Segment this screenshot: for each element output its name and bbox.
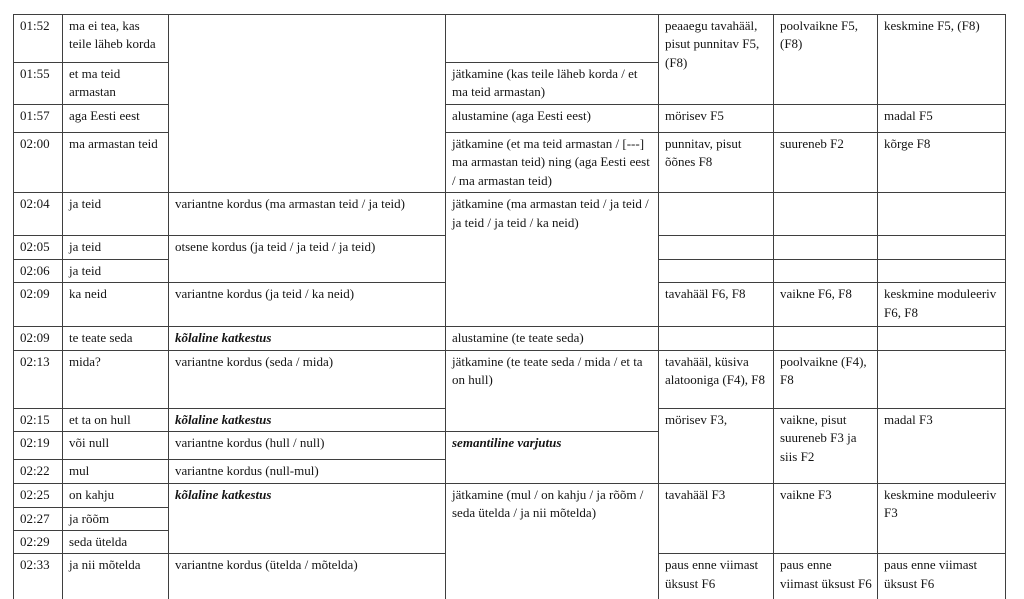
volume-cell: poolvaikne F5, (F8) [774, 15, 878, 105]
table-row [14, 327, 1006, 350]
empty-cell [878, 259, 1006, 282]
utterance-cell: ja teid [63, 193, 169, 236]
time-cell: 02:22 [14, 460, 63, 483]
utterance-cell: ka neid [63, 283, 169, 327]
sequencing-cell: alustamine (aga Eesti eest) [446, 104, 659, 132]
sequencing-cell: jätkamine (mul / on kahju / ja rõõm / seda ütelda / ja nii mõtelda) [446, 483, 659, 599]
empty-cell [878, 236, 1006, 259]
time-cell: 02:19 [14, 432, 63, 460]
sequencing-cell: jätkamine (ma armastan teid / ja teid / ja teid / ja teid / ka neid) [446, 193, 659, 327]
pitch-cell: paus enne viimast üksust F6 [878, 554, 1006, 599]
time-cell: 02:33 [14, 554, 63, 599]
voice-cell: tavahääl F3 [659, 483, 774, 554]
repetition-cell: variantne kordus (null-mul) [169, 460, 446, 483]
voice-cell: peaaegu tavahääl, pisut punnitav F5, (F8) [659, 15, 774, 105]
empty-cell [169, 15, 446, 193]
time-cell: 02:13 [14, 350, 63, 408]
table-row [14, 132, 1006, 192]
time-cell: 02:04 [14, 193, 63, 236]
sequencing-cell: semantiline varjutus [446, 432, 659, 483]
utterance-cell: mul [63, 460, 169, 483]
pitch-cell: keskmine moduleeriv F6, F8 [878, 283, 1006, 327]
pitch-cell: keskmine moduleeriv F3 [878, 483, 1006, 554]
table-row [14, 193, 1006, 236]
utterance-cell: ja rõõm [63, 507, 169, 530]
volume-cell: paus enne viimast üksust F6 [774, 554, 878, 599]
table-row [14, 483, 1006, 507]
volume-cell: poolvaikne (F4), F8 [774, 350, 878, 408]
repetition-cell: variantne kordus (ütelda / mõtelda) [169, 554, 446, 599]
table-row [14, 104, 1006, 132]
repetition-cell: variantne kordus (hull / null) [169, 432, 446, 460]
pitch-cell: keskmine F5, (F8) [878, 15, 1006, 105]
repetition-cell: kõlaline katkestus [169, 327, 446, 350]
time-cell: 02:06 [14, 259, 63, 282]
empty-cell [446, 15, 659, 63]
repetition-cell: variantne kordus (ma armastan teid / ja teid) [169, 193, 446, 236]
utterance-cell: et ma teid armastan [63, 63, 169, 105]
time-cell: 02:00 [14, 132, 63, 192]
time-cell: 01:52 [14, 15, 63, 63]
pitch-cell: kõrge F8 [878, 132, 1006, 192]
empty-cell [774, 104, 878, 132]
time-cell: 02:05 [14, 236, 63, 259]
sequencing-cell: jätkamine (kas teile läheb korda / et ma teid armastan) [446, 63, 659, 105]
volume-cell: suureneb F2 [774, 132, 878, 192]
empty-cell [774, 327, 878, 350]
empty-cell [659, 327, 774, 350]
repetition-cell: variantne kordus (seda / mida) [169, 350, 446, 408]
empty-cell [878, 193, 1006, 236]
utterance-cell: ja teid [63, 259, 169, 282]
utterance-cell: aga Eesti eest [63, 104, 169, 132]
utterance-cell: on kahju [63, 483, 169, 507]
voice-cell: paus enne viimast üksust F6 [659, 554, 774, 599]
empty-cell [659, 236, 774, 259]
time-cell: 01:57 [14, 104, 63, 132]
utterance-cell: te teate seda [63, 327, 169, 350]
empty-cell [878, 327, 1006, 350]
empty-cell [659, 259, 774, 282]
empty-cell [659, 193, 774, 236]
time-cell: 01:55 [14, 63, 63, 105]
voice-cell: tavahääl F6, F8 [659, 283, 774, 327]
time-cell: 02:29 [14, 530, 63, 553]
time-cell: 02:15 [14, 408, 63, 431]
voice-cell: punnitav, pisut õõnes F8 [659, 132, 774, 192]
table-row [14, 15, 1006, 63]
empty-cell [774, 259, 878, 282]
voice-cell: mörisev F3, [659, 408, 774, 483]
repetition-cell: otsene kordus (ja teid / ja teid / ja teid) [169, 236, 446, 283]
voice-cell: mörisev F5 [659, 104, 774, 132]
utterance-cell: ja teid [63, 236, 169, 259]
pitch-cell: madal F3 [878, 408, 1006, 483]
voice-cell: tavahääl, küsiva alatooniga (F4), F8 [659, 350, 774, 408]
sequencing-cell: jätkamine (te teate seda / mida / et ta on hull) [446, 350, 659, 431]
utterance-cell: ma armastan teid [63, 132, 169, 192]
repetition-cell: variantne kordus (ja teid / ka neid) [169, 283, 446, 327]
time-cell: 02:09 [14, 283, 63, 327]
utterance-cell: et ta on hull [63, 408, 169, 431]
time-cell: 02:27 [14, 507, 63, 530]
repetition-cell: kõlaline katkestus [169, 483, 446, 554]
time-cell: 02:09 [14, 327, 63, 350]
empty-cell [774, 236, 878, 259]
volume-cell: vaikne, pisut suureneb F3 ja siis F2 [774, 408, 878, 483]
repetition-cell: kõlaline katkestus [169, 408, 446, 431]
pitch-cell: madal F5 [878, 104, 1006, 132]
empty-cell [774, 193, 878, 236]
volume-cell: vaikne F6, F8 [774, 283, 878, 327]
utterance-cell: seda ütelda [63, 530, 169, 553]
volume-cell: vaikne F3 [774, 483, 878, 554]
empty-cell [878, 350, 1006, 408]
sequencing-cell: alustamine (te teate seda) [446, 327, 659, 350]
utterance-cell: või null [63, 432, 169, 460]
table-row [14, 350, 1006, 408]
analysis-table [13, 14, 1006, 599]
sequencing-cell: jätkamine (et ma teid armastan / [---] ma armastan teid) ning (aga Eesti eest / ma armastan teid) [446, 132, 659, 192]
utterance-cell: mida? [63, 350, 169, 408]
utterance-cell: ma ei tea, kas teile läheb korda [63, 15, 169, 63]
time-cell: 02:25 [14, 483, 63, 507]
utterance-cell: ja nii mõtelda [63, 554, 169, 599]
